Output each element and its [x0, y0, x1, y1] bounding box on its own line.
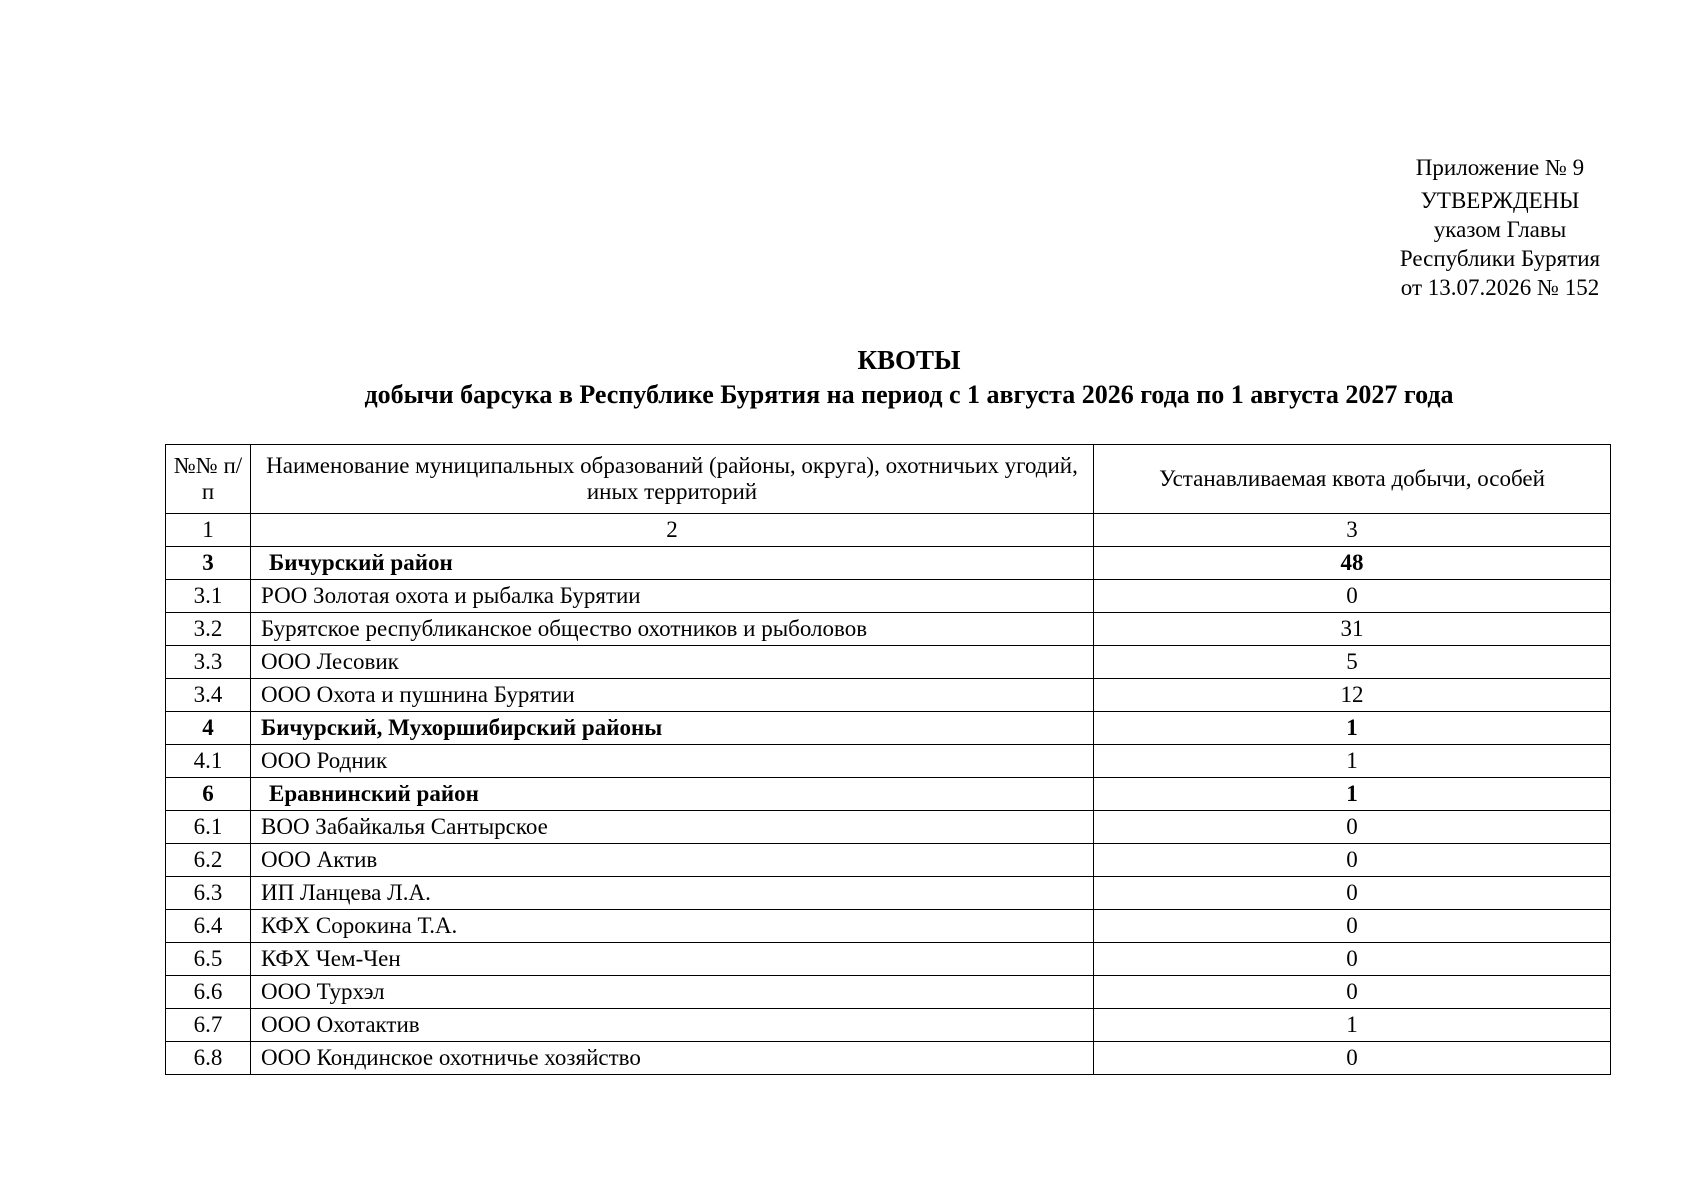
- table-row: [166, 844, 1611, 877]
- table-row: [166, 613, 1611, 646]
- row-quota: 12: [1094, 679, 1611, 712]
- row-name: ООО Лесовик: [251, 646, 1094, 679]
- row-name: ВОО Забайкалья Сантырское: [251, 811, 1094, 844]
- row-quota: 1: [1094, 778, 1611, 811]
- header-quota: Устанавливаемая квота добычи, особей: [1094, 445, 1611, 514]
- column-numbers-row: [166, 514, 1611, 547]
- row-quota: 48: [1094, 547, 1611, 580]
- row-quota: 0: [1094, 910, 1611, 943]
- row-name: Еравнинский район: [251, 778, 1094, 811]
- header-number: №№ п/п: [166, 445, 251, 514]
- table-row: [166, 679, 1611, 712]
- row-quota: 0: [1094, 844, 1611, 877]
- table-body: [166, 514, 1611, 1075]
- table-row: [166, 580, 1611, 613]
- row-quota: 5: [1094, 646, 1611, 679]
- column-number: 3: [1094, 514, 1611, 547]
- row-name: Бичурский район: [251, 547, 1094, 580]
- table-row: [166, 745, 1611, 778]
- row-number: 6.2: [166, 844, 251, 877]
- row-name: КФХ Чем-Чен: [251, 943, 1094, 976]
- row-number: 6.8: [166, 1042, 251, 1075]
- row-number: 3: [166, 547, 251, 580]
- table-row: [166, 976, 1611, 1009]
- row-name: ООО Охота и пушнина Бурятии: [251, 679, 1094, 712]
- appendix-number: Приложение № 9: [1415, 155, 1585, 180]
- row-quota: 1: [1094, 745, 1611, 778]
- table-group-row: [166, 712, 1611, 745]
- table-row: [166, 943, 1611, 976]
- row-quota: 1: [1094, 1009, 1611, 1042]
- row-quota: 1: [1094, 712, 1611, 745]
- row-name: ООО Родник: [251, 745, 1094, 778]
- table-row: [166, 877, 1611, 910]
- row-quota: 0: [1094, 811, 1611, 844]
- row-name: ИП Ланцева Л.А.: [251, 877, 1094, 910]
- row-number: 6.1: [166, 811, 251, 844]
- row-name: Бурятское республиканское общество охотников и рыболовов: [251, 613, 1094, 646]
- row-quota: 0: [1094, 1042, 1611, 1075]
- row-quota: 31: [1094, 613, 1611, 646]
- row-name: Бичурский, Мухоршибирский районы: [251, 712, 1094, 745]
- row-number: 3.2: [166, 613, 251, 646]
- row-number: 6.5: [166, 943, 251, 976]
- column-number: 1: [166, 514, 251, 547]
- row-name: ООО Актив: [251, 844, 1094, 877]
- row-number: 3.3: [166, 646, 251, 679]
- row-number: 3.4: [166, 679, 251, 712]
- column-number: 2: [251, 514, 1094, 547]
- table-row: [166, 910, 1611, 943]
- row-quota: 0: [1094, 943, 1611, 976]
- quota-table: [165, 444, 1611, 1075]
- row-quota: 0: [1094, 877, 1611, 910]
- header-name: Наименование муниципальных образований (районы, округа), охотничьих угодий, иных территорий: [251, 445, 1094, 514]
- decree-date-number: от 13.07.2026 № 152: [1400, 275, 1600, 300]
- row-number: 3.1: [166, 580, 251, 613]
- table-group-row: [166, 778, 1611, 811]
- decree-label: указом Главы: [1433, 217, 1567, 242]
- row-name: ООО Кондинское охотничье хозяйство: [251, 1042, 1094, 1075]
- row-number: 6.4: [166, 910, 251, 943]
- row-number: 6.7: [166, 1009, 251, 1042]
- row-number: 4.1: [166, 745, 251, 778]
- republic-label: Республики Бурятия: [1399, 246, 1601, 271]
- appendix-block: [1320, 153, 1680, 302]
- row-name: ООО Охотактив: [251, 1009, 1094, 1042]
- approved-label: УТВЕРЖДЕНЫ: [1420, 188, 1580, 213]
- table-group-row: [166, 547, 1611, 580]
- table-row: [166, 1042, 1611, 1075]
- document-subtitle: добычи барсука в Республике Бурятия на период с 1 августа 2026 года по 1 августа 2027 года: [364, 380, 1454, 409]
- row-name: РОО Золотая охота и рыбалка Бурятии: [251, 580, 1094, 613]
- row-number: 4: [166, 712, 251, 745]
- table-header-row: [166, 445, 1611, 514]
- row-quota: 0: [1094, 976, 1611, 1009]
- row-number: 6.3: [166, 877, 251, 910]
- table-row: [166, 811, 1611, 844]
- row-name: ООО Турхэл: [251, 976, 1094, 1009]
- row-name: КФХ Сорокина Т.А.: [251, 910, 1094, 943]
- document-title: КВОТЫ: [857, 345, 961, 375]
- row-number: 6.6: [166, 976, 251, 1009]
- table-row: [166, 646, 1611, 679]
- row-quota: 0: [1094, 580, 1611, 613]
- table-row: [166, 1009, 1611, 1042]
- row-number: 6: [166, 778, 251, 811]
